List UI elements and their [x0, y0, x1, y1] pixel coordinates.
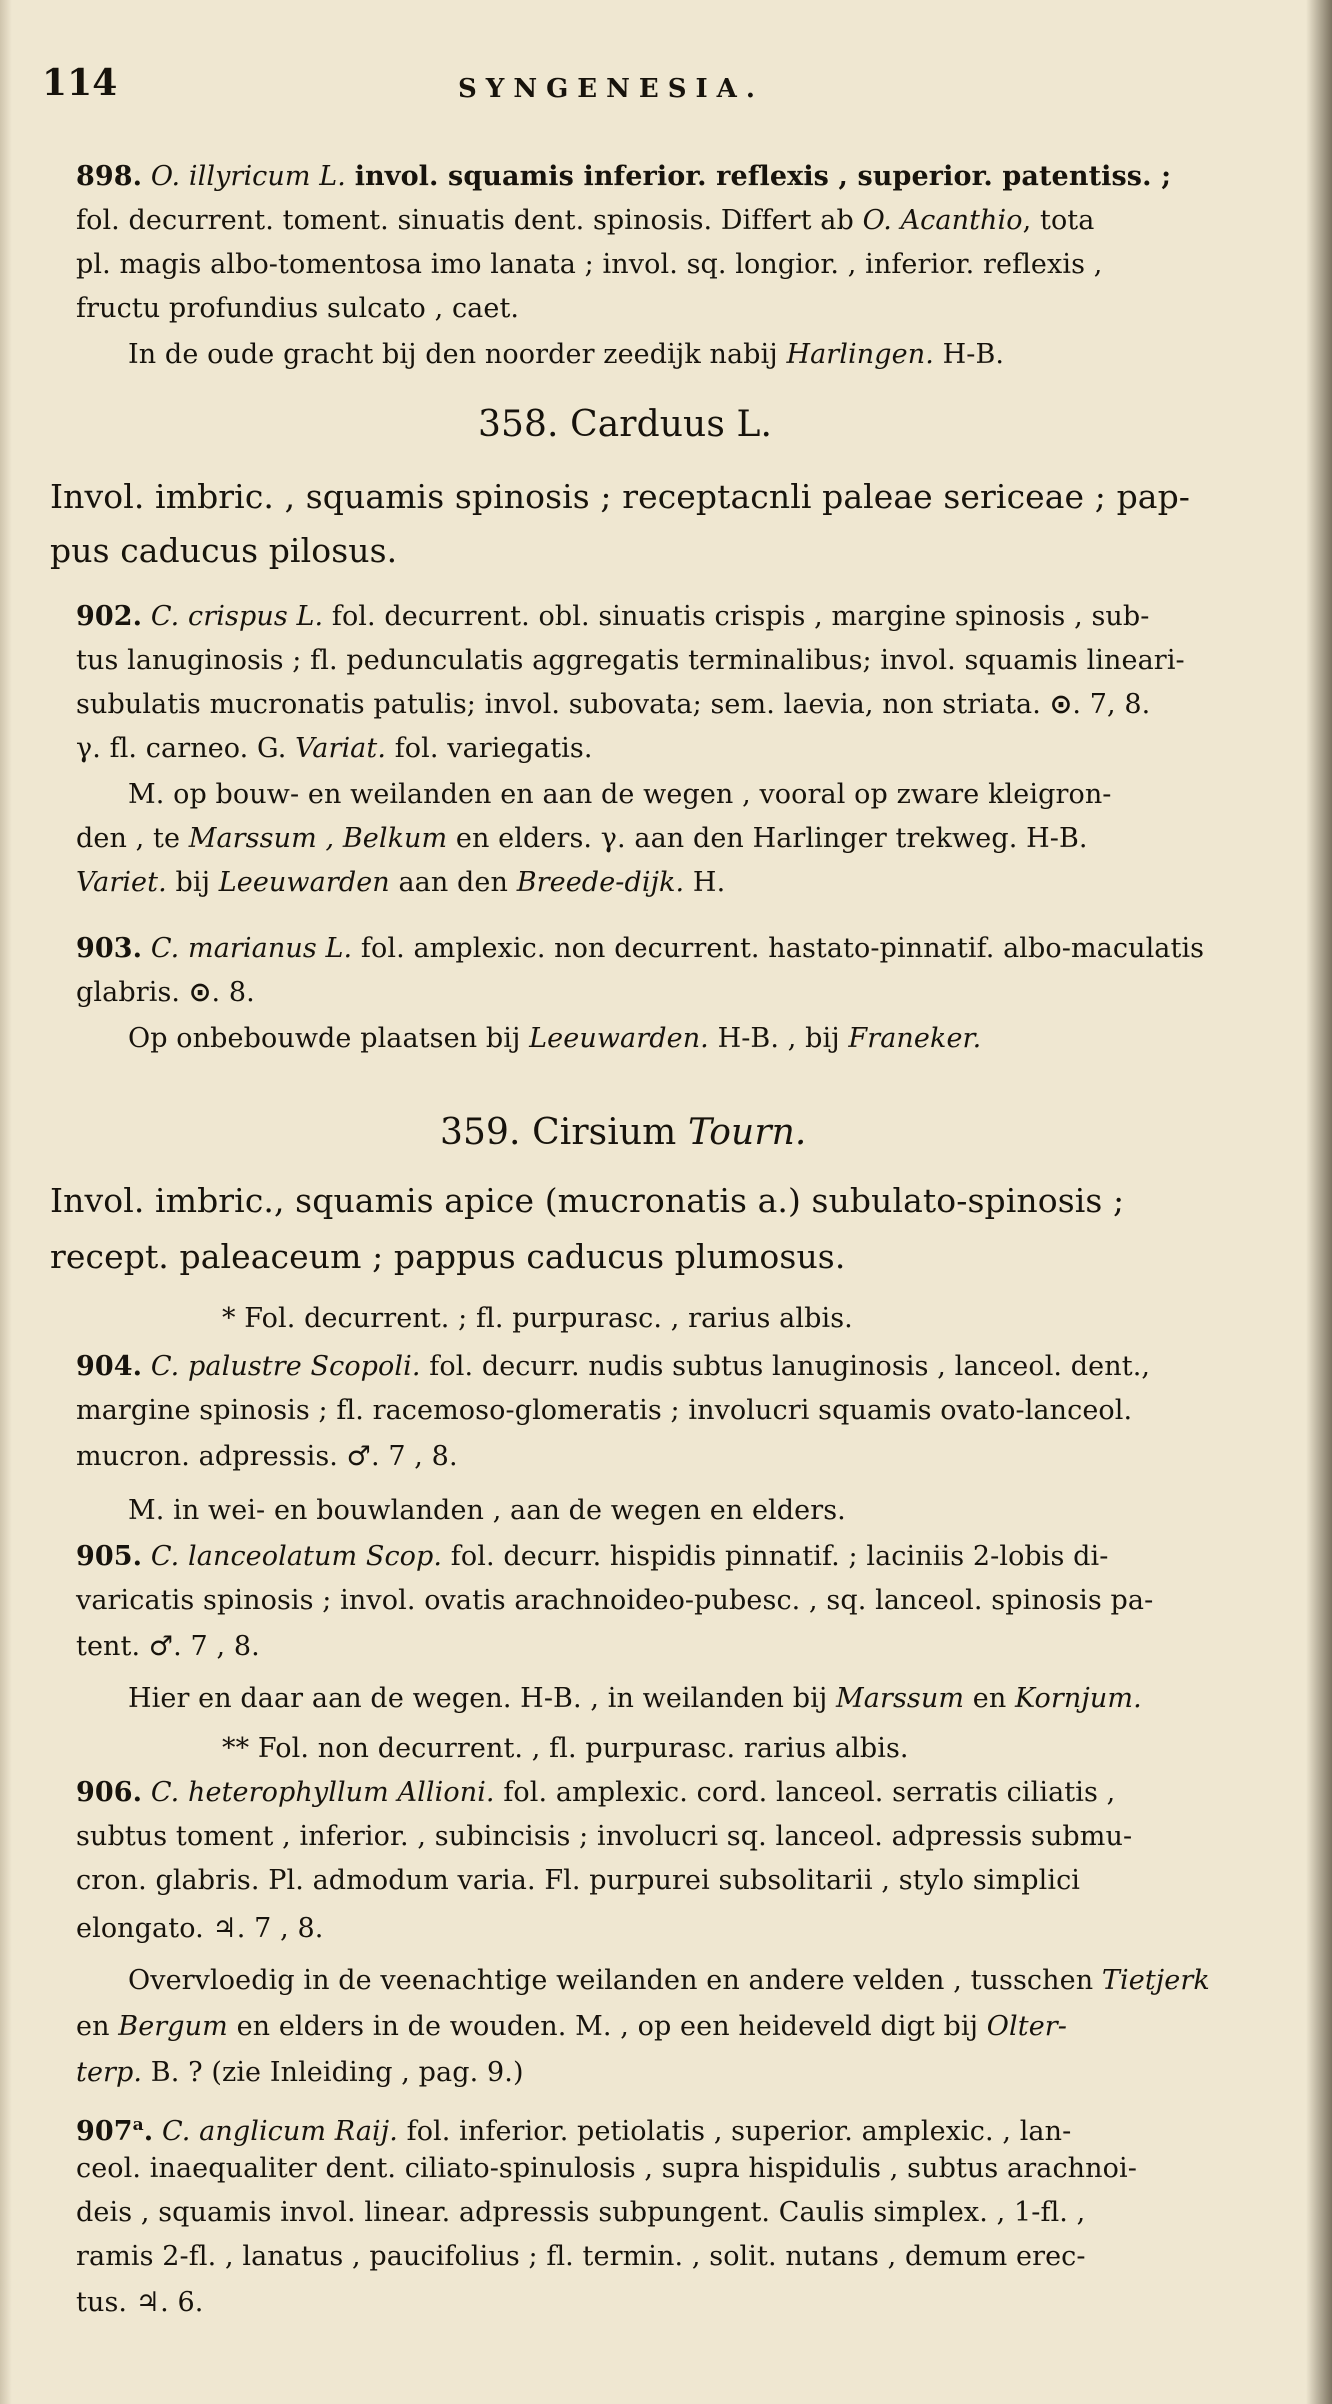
entry-906-text: fol. amplexic. cord. lanceol. serratis ciliatis , [503, 1777, 1116, 1808]
entry-898-text: invol. squamis inferior. reflexis , superior. patentiss. ; [354, 161, 1172, 192]
genus-358-title: 358. Carduus L. [478, 404, 772, 445]
locality-text: Hier en daar aan de wegen. H-B. , in weilanden bij [128, 1683, 828, 1714]
entry-902-line-2: tus lanuginosis ; fl. pedunculatis aggregatis terminalibus; invol. squamis lineari- [76, 645, 1185, 676]
locality-place: Marssum , Belkum [188, 823, 448, 854]
locality-text: en elders. [455, 823, 593, 854]
entry-905-flowering: . 7 , 8. [173, 1631, 260, 1662]
entry-904-text: fol. decurr. nudis subtus lanuginosis , lanceol. dent., [429, 1351, 1151, 1382]
entry-902-line-3 [76, 688, 1150, 722]
locality-text: en [972, 1683, 1007, 1714]
locality-place: Breede-dijk. [516, 867, 685, 898]
entry-902-text: fol. variegatis. [394, 733, 593, 764]
entry-898-line-3: pl. magis albo-tomentosa imo lanata ; invol. sq. longior. , inferior. reflexis , [76, 249, 1103, 280]
entry-898-number: 898. [76, 161, 143, 192]
entry-898-text: , tota [1022, 205, 1095, 236]
locality-place: Bergum [118, 2011, 228, 2042]
page-gutter-shadow [0, 0, 12, 2404]
entry-907a-line-2: ceol. inaequaliter dent. ciliato-spinulosis , supra hispidulis , subtus arachnoi- [76, 2153, 1137, 2184]
genus-359-name: 359. Cirsium [440, 1112, 677, 1153]
locality-text: aan den Harlinger trekweg. H-B. [634, 823, 1088, 854]
entry-904-locality: M. in wei- en bouwlanden , aan de wegen en elders. [128, 1495, 846, 1526]
locality-place: Franeker. [848, 1023, 982, 1054]
entry-904-species: C. palustre Scopoli. [150, 1351, 421, 1382]
entry-902-line-1 [76, 600, 1150, 634]
entry-903-number: 903. [76, 933, 143, 964]
entry-907a-species: C. anglicum Raij. [161, 2116, 398, 2147]
entry-906-line-2: subtus toment , inferior. , subincisis ; involucri sq. lanceol. adpressis submu- [76, 1821, 1133, 1852]
entry-898-text: fol. decurrent. toment. sinuatis dent. spinosis. Differt ab [76, 205, 854, 236]
genus-359-title [440, 1112, 806, 1154]
entry-905-line-3 [76, 1630, 260, 1664]
entry-905-number: 905. [76, 1541, 143, 1572]
locality-place: Tietjerk [1101, 1965, 1210, 1996]
locality-text: en [76, 2011, 110, 2042]
locality-place: Kornjum. [1015, 1683, 1142, 1714]
locality-text: aan den [398, 867, 509, 898]
biennial-symbol-icon: ♂ [346, 1441, 371, 1472]
genus-358-character-2: pus caducus pilosus. [50, 531, 398, 570]
locality-text: In de oude gracht bij den noorder zeedijk nabij [128, 339, 778, 370]
entry-907a-number: 907$^a$. [76, 2115, 154, 2147]
entry-902-locality-3 [76, 866, 725, 900]
entry-905-locality [128, 1682, 1142, 1716]
entry-902-text: subulatis mucronatis patulis; invol. subovata; sem. laevia, non striata. [76, 689, 1041, 720]
entry-902-flowering: . 7, 8. [1072, 689, 1151, 720]
entry-906-number: 906. [76, 1777, 143, 1808]
entry-906-line-4 [76, 1912, 323, 1946]
locality-text: H-B. , bij [717, 1023, 840, 1054]
entry-902-locality-2 [76, 822, 1088, 856]
locality-place: terp. [76, 2057, 143, 2088]
entry-905-line-2: varicatis spinosis ; invol. ovatis arachnoideo-pubesc. , sq. lanceol. spinosis pa- [76, 1585, 1154, 1616]
entry-903-line-2 [76, 976, 255, 1010]
locality-place: Harlingen. [786, 339, 934, 370]
entry-907a-text: fol. inferior. petiolatis , superior. amplexic. , lan- [406, 2116, 1072, 2147]
locality-place: Marssum [836, 1683, 965, 1714]
locality-text: Op onbebouwde plaatsen bij [128, 1023, 521, 1054]
perennial-symbol-icon: ♃ [212, 1913, 237, 1944]
entry-905-text: tent. [76, 1631, 141, 1662]
entry-903-line-1 [76, 932, 1204, 966]
entry-904-text: mucron. adpressis. [76, 1441, 338, 1472]
locality-text: den , te [76, 823, 181, 854]
entry-907a-line-5 [76, 2286, 203, 2320]
entry-907a-line-1 [76, 2108, 1071, 2149]
entry-906-species: C. heterophyllum Allioni. [150, 1777, 495, 1808]
entry-906-locality-2 [76, 2010, 1067, 2044]
locality-text: Overvloedig in de veenachtige weilanden en andere velden , tusschen [128, 1965, 1094, 1996]
entry-906-flowering: . 7 , 8. [236, 1913, 324, 1944]
page-number: 114 [42, 62, 118, 104]
entry-904-line-3 [76, 1440, 458, 1474]
annual-symbol-icon: ⊙ [1049, 689, 1073, 720]
entry-902-text: fol. decurrent. obl. sinuatis crispis , margine spinosis , sub- [331, 601, 1150, 632]
entry-902-line-4 [76, 732, 593, 766]
section-heading-1: * Fol. decurrent. ; fl. purpurasc. , rarius albis. [222, 1303, 853, 1334]
entry-903-flowering: . 8. [211, 977, 255, 1008]
entry-906-line-3: cron. glabris. Pl. admodum varia. Fl. purpurei subsolitarii , stylo simplici [76, 1865, 1081, 1896]
entry-898-locality [128, 338, 1004, 372]
page-edge-shadow [1306, 0, 1332, 2404]
entry-902-species: C. crispus L. [150, 601, 324, 632]
entry-905-species: C. lanceolatum Scop. [150, 1541, 443, 1572]
entry-898-line-2 [76, 204, 1094, 238]
annual-symbol-icon: ⊙ [188, 977, 212, 1008]
entry-906-locality-1 [128, 1964, 1210, 1998]
entry-904-line-1 [76, 1350, 1150, 1384]
entry-898-species: O. illyricum L. [150, 161, 346, 192]
entry-902-text-italic: Variat. [295, 733, 387, 764]
entry-904-number: 904. [76, 1351, 143, 1382]
entry-905-line-1 [76, 1540, 1109, 1574]
entry-898-text-italic: O. Acanthio [862, 205, 1023, 236]
entry-907a-flowering: . 6. [160, 2287, 204, 2318]
running-title: SYNGENESIA. [458, 74, 764, 104]
locality-text: en elders in de wouden. M. , op een heideveld digt bij [236, 2011, 979, 2042]
entry-903-species: C. marianus L. [150, 933, 353, 964]
locality-text: H. [692, 867, 726, 898]
biennial-symbol-icon: ♂ [148, 1631, 174, 1662]
genus-359-character-2: recept. paleaceum ; pappus caducus plumosus. [50, 1237, 846, 1276]
locality-text-italic: Variet. [76, 867, 167, 898]
locality-place: Leeuwarden [218, 867, 390, 898]
entry-904-flowering: . 7 , 8. [370, 1441, 458, 1472]
entry-902-text: γ. fl. carneo. G. [76, 733, 287, 764]
entry-907a-line-4: ramis 2-fl. , lanatus , paucifolius ; fl. termin. , solit. nutans , demum erec- [76, 2241, 1086, 2272]
section-heading-2: ** Fol. non decurrent. , fl. purpurasc. rarius albis. [222, 1733, 909, 1764]
entry-904-line-2: margine spinosis ; fl. racemoso-glomeratis ; involucri squamis ovato-lanceol. [76, 1395, 1133, 1426]
entry-907a-text: tus. [76, 2287, 128, 2318]
locality-text: B. ? (zie Inleiding , pag. 9.) [150, 2057, 524, 2088]
genus-358-character-1: Invol. imbric. , squamis spinosis ; receptacnli paleae sericeae ; pap- [50, 477, 1191, 516]
locality-text: γ. [600, 823, 626, 854]
entry-902-number: 902. [76, 601, 143, 632]
entry-898-line-1 [76, 160, 1171, 194]
entry-898-line-4: fructu profundius sulcato , caet. [76, 293, 520, 324]
locality-text: bij [175, 867, 211, 898]
locality-place: Olter- [986, 2011, 1068, 2042]
entry-902-locality-1: M. op bouw- en weilanden en aan de wegen , vooral op zware kleigron- [128, 779, 1112, 810]
entry-905-text: fol. decurr. hispidis pinnatif. ; laciniis 2-lobis di- [450, 1541, 1109, 1572]
entry-906-locality-3 [76, 2056, 524, 2090]
entry-903-text: glabris. [76, 977, 181, 1008]
entry-906-line-1 [76, 1776, 1115, 1810]
entry-903-text: fol. amplexic. non decurrent. hastato-pinnatif. albo-maculatis [360, 933, 1205, 964]
locality-place: Leeuwarden. [529, 1023, 709, 1054]
perennial-symbol-icon: ♃ [135, 2287, 161, 2318]
entry-906-text: elongato. [76, 1913, 204, 1944]
genus-359-character-1: Invol. imbric., squamis apice (mucronatis a.) subulato-spinosis ; [50, 1181, 1125, 1220]
entry-907a-line-3: deis , squamis invol. linear. adpressis subpungent. Caulis simplex. , 1-fl. , [76, 2197, 1086, 2228]
entry-903-locality [128, 1022, 981, 1056]
locality-text: H-B. [942, 339, 1005, 370]
genus-359-author: Tourn. [687, 1112, 807, 1153]
